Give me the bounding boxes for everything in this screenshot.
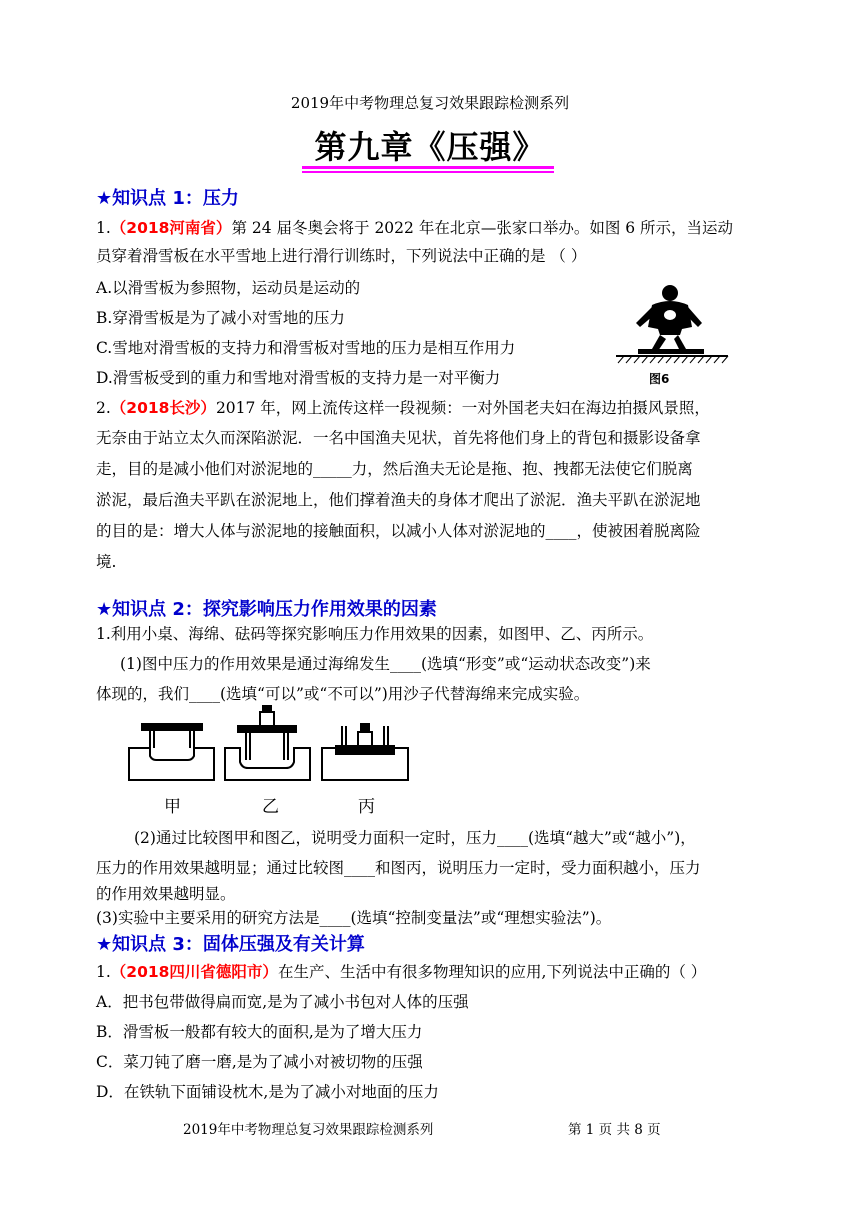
section-heading-2: ★知识点 2：探究影响压力作用效果的因素 [96, 599, 437, 620]
s3-q1-stem [96, 962, 706, 982]
q1-option-d: D.滑雪板受到的重力和雪地对滑雪板的支持力是一对平衡力 [96, 369, 501, 387]
figure-label-bing: 丙 [358, 797, 375, 817]
s2-part2-line2: 压力的作用效果越明显；通过比较图____和图丙，说明压力一定时，受力面积越小，压力 [96, 859, 701, 877]
footer-series: 2019年中考物理总复习效果跟踪检测系列 [183, 1122, 434, 1138]
s2-intro: 1.利用小桌、海绵、砝码等探究影响压力作用效果的因素，如图甲、乙、丙所示。 [96, 625, 654, 643]
question-number: 2. [96, 399, 111, 417]
q1-option-b: B.穿滑雪板是为了减小对雪地的压力 [96, 309, 345, 327]
s2-part2-line3: 的作用效果越明显。 [96, 885, 236, 903]
question-source: （2018河南省） [110, 219, 232, 237]
q1-option-a: A.以滑雪板为参照物，运动员是运动的 [96, 279, 361, 297]
q1-option-c: C.雪地对滑雪板的支持力和滑雪板对雪地的压力是相互作用力 [96, 339, 516, 357]
figure-6-label: 图6 [649, 372, 670, 386]
title-underline [302, 166, 554, 169]
title-underline-thin [302, 171, 554, 173]
figure-label-yi: 乙 [262, 797, 279, 817]
s3-q1-option-d: D．在铁轨下面铺设枕木,是为了减小对地面的压力 [96, 1083, 439, 1101]
experiment-figure [126, 700, 416, 790]
section-heading-1: ★知识点 1：压力 [96, 188, 239, 209]
skier-figure [612, 283, 732, 383]
section-heading-3: ★知识点 3：固体压强及有关计算 [96, 934, 365, 955]
q2-line4: 淤泥，最后渔夫平趴在淤泥地上，他们撑着渔夫的身体才爬出了淤泥．渔夫平趴在淤泥地 [96, 491, 701, 509]
chapter-title: 第九章《压强》 [314, 128, 546, 166]
question-source: （2018四川省德阳市） [110, 963, 278, 981]
question-source: （2018长沙） [110, 399, 216, 417]
question-text: 第 24 届冬奥会将于 2022 年在北京—张家口举办。如图 6 所示，当运动 [231, 219, 734, 237]
question-number: 1. [96, 963, 111, 981]
s3-q1-option-a: A．把书包带做得扁而宽,是为了减小书包对人体的压强 [96, 993, 469, 1011]
q2-line2: 无奈由于站立太久而深陷淤泥．一名中国渔夫见状，首先将他们身上的背包和摄影设备拿 [96, 429, 701, 447]
q2-line6: 境. [96, 553, 117, 571]
question-text: 2017 年，网上流传这样一段视频：一对外国老夫妇在海边拍摄风景照， [215, 399, 710, 417]
question-text: 在生产、生活中有很多物理知识的应用,下列说法中正确的（ ） [277, 963, 707, 981]
q1-line2: 员穿着滑雪板在水平雪地上进行滑行训练时，下列说法中正确的是 （ ） [96, 247, 587, 265]
q1-line1 [96, 218, 733, 238]
s3-q1-option-c: C．菜刀钝了磨一磨,是为了减小对被切物的压强 [96, 1053, 423, 1071]
question-number: 1. [96, 219, 111, 237]
q2-line3: 走，目的是减小他们对淤泥地的_____力，然后渔夫无论是拖、抱、拽都无法使它们脱离 [96, 460, 693, 478]
s2-part2-line1: (2)通过比较图甲和图乙，说明受力面积一定时，压力____(选填“越大”或“越小”)， [134, 829, 696, 847]
footer-page-number: 第 1 页 共 8 页 [568, 1122, 661, 1138]
s3-q1-option-b: B．滑雪板一般都有较大的面积,是为了增大压力 [96, 1023, 423, 1041]
s2-part3: (3)实验中主要采用的研究方法是____(选填“控制变量法”或“理想实验法”)。 [96, 909, 612, 927]
s2-part1-line2: 体现的，我们____(选填“可以”或“不可以”)用沙子代替海绵来完成实验。 [96, 685, 590, 703]
q2-line5: 的目的是：增大人体与淤泥地的接触面积，以减小人体对淤泥地的____，使被困着脱离险 [96, 522, 701, 540]
q2-line1 [96, 398, 710, 418]
header-series: 2019年中考物理总复习效果跟踪检测系列 [290, 94, 570, 112]
figure-label-jia: 甲 [164, 797, 181, 817]
s2-part1-line1: (1)图中压力的作用效果是通过海绵发生____(选填“形变”或“运动状态改变”)来 [120, 655, 651, 673]
